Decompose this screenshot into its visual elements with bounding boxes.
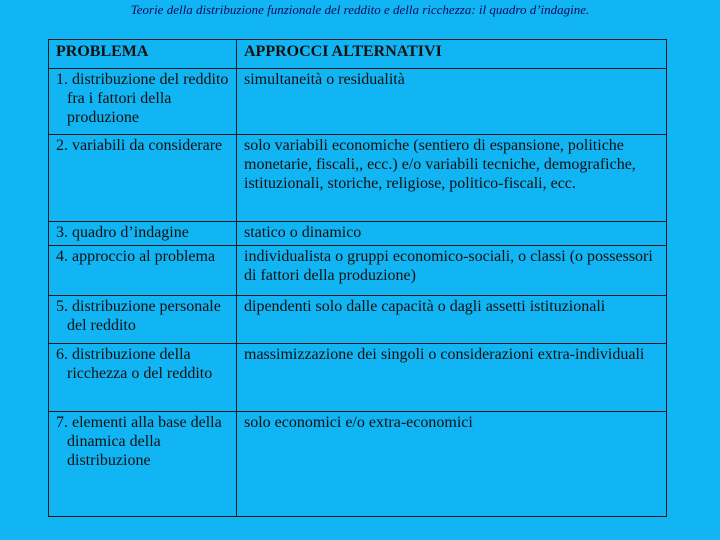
approach-cell: individualista o gruppi economico-sociali, o classi (o possessori di fattori della produzione)	[237, 246, 667, 296]
problem-cell: 2. variabili da considerare	[49, 135, 237, 222]
approach-cell: simultaneità o residualità	[237, 69, 667, 135]
approach-cell: solo variabili economiche (sentiero di espansione, politiche monetarie, fiscali,, ecc.) e/o variabili tecniche, demografiche, istituzionali, storiche, religiose, politico-fiscali, ecc.	[237, 135, 667, 222]
slide-title: Teorie della distribuzione funzionale del reddito e della ricchezza: il quadro d’indagine.	[130, 2, 590, 17]
problems-table	[48, 39, 667, 517]
table-row	[49, 344, 667, 412]
table-row	[49, 69, 667, 135]
table-row	[49, 246, 667, 296]
problem-cell: 3. quadro d’indagine	[49, 222, 237, 246]
problem-cell: 4. approccio al problema	[49, 246, 237, 296]
approach-cell: solo economici e/o extra-economici	[237, 412, 667, 517]
approach-cell: dipendenti solo dalle capacità o dagli assetti istituzionali	[237, 296, 667, 344]
table-row	[49, 222, 667, 246]
problem-cell: 7. elementi alla base della dinamica della distribuzione	[49, 412, 237, 517]
problem-cell: 1. distribuzione del reddito fra i fattori della produzione	[49, 69, 237, 135]
header-problema: PROBLEMA	[49, 40, 237, 69]
table-row	[49, 412, 667, 517]
problem-cell: 5. distribuzione personale del reddito	[49, 296, 237, 344]
approach-cell: statico o dinamico	[237, 222, 667, 246]
table-header-row	[49, 40, 667, 69]
header-approcci-alternativi: APPROCCI ALTERNATIVI	[237, 40, 667, 69]
problem-cell: 6. distribuzione della ricchezza o del reddito	[49, 344, 237, 412]
table-row	[49, 135, 667, 222]
table-row	[49, 296, 667, 344]
approach-cell: massimizzazione dei singoli o considerazioni extra-individuali	[237, 344, 667, 412]
